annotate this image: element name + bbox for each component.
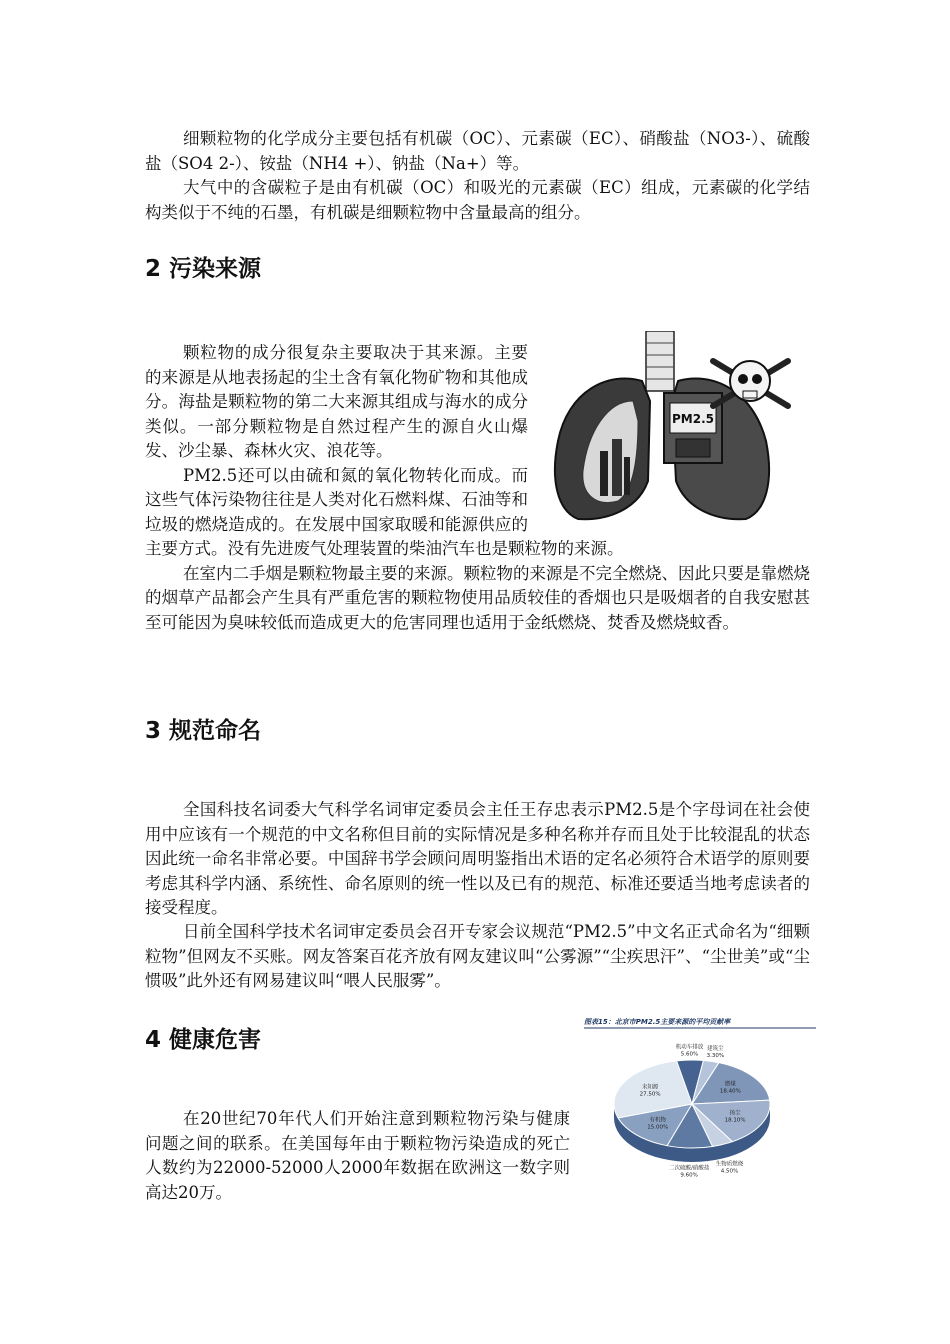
slice-label: 建筑尘 <box>707 1045 724 1052</box>
pm25-label: PM2.5 <box>672 412 714 426</box>
paragraph-chemical-composition: 细颗粒物的化学成分主要包括有机碳（OC）、元素碳（EC）、硝酸盐（NO3-）、硫酸盐（SO4 2-）、铵盐（NH4 +）、钠盐（Na+）等。 <box>145 129 810 173</box>
pm25-source-pie-chart <box>580 1012 820 1182</box>
paragraph-naming-netizens: 日前全国科学技术名词审定委员会召开专家会议规范“PM2.5”中文名正式命名为“细颗粒物”但网友不买账。网友答案百花齐放有网友建议叫“公雾源”“尘疾思汗”、“尘世美”或“尘惯吸”此外还有网易建议叫“喂人民服雾”。 <box>145 922 810 990</box>
slice-label: 二次硫酸/硝酸盐 <box>668 1165 710 1172</box>
slice-value-label: 27.50% <box>639 1091 661 1098</box>
paragraph-source-composition: 颗粒物的成分很复杂主要取决于其来源。主要的来源是从地表扬起的尘土含有氧化物矿物和其他成分。海盐是颗粒物的第二大来源其组成与海水的成分类似。一部分颗粒物是自然过程产生的源自火山爆发、沙尘暴、森林火灾、浪花等。 <box>145 343 528 460</box>
pie-chart-svg <box>580 1012 820 1182</box>
slice-value-label: 3.30% <box>706 1052 725 1059</box>
lung-pm25-illustration <box>538 331 810 521</box>
slice-label: 机动车排放 <box>675 1044 704 1051</box>
heading-health-hazards: 4 健康危害 <box>145 1027 262 1053</box>
paragraph-health-link: 在20世纪70年代人们开始注意到颗粒物污染与健康问题之间的联系。在美国每年由于颗粒物污染造成的死亡人数约为22000-52000人2000年数据在欧洲这一数字则高达20万。 <box>145 1109 570 1202</box>
slice-label: 生物质燃烧 <box>715 1161 744 1168</box>
paragraph-secondhand-smoke: 在室内二手烟是颗粒物最主要的来源。颗粒物的来源是不完全燃烧、因此只要是靠燃烧的烟草产品都会产生具有严重危害的颗粒物使用品质较佳的香烟也只是吸烟者的自我安慰甚至可能因为臭味较低而造成更大的危害同理也适用于金纸燃烧、焚香及燃烧蚊香。 <box>145 563 810 632</box>
slice-value-label: 18.10% <box>724 1117 746 1124</box>
paragraph-naming-committee: 全国科技名词委大气科学名词审定委员会主任王存忠表示PM2.5是个字母词在社会使用中应该有一个规范的中文名称但目前的实际情况是多种名称并存而且处于比较混乱的状态因此统一命名非常必要。中国辞书学会顾问周明鉴指出术语的定名必须符合术语学的原则要考虑其科学内涵、系统性、命名原则的统一性以及已有的规范、标准还要适当地考虑读者的接受程度。 <box>145 800 810 917</box>
paragraph-carbon-particles: 大气中的含碳粒子是由有机碳（OC）和吸光的元素碳（EC）组成，元素碳的化学结构类似于不纯的石墨，有机碳是细颗粒物中含量最高的组分。 <box>145 178 810 222</box>
slice-value-label: 9.60% <box>680 1172 698 1179</box>
slice-value-label: 15.00% <box>647 1124 669 1131</box>
slice-value-label: 5.60% <box>680 1051 699 1058</box>
lung-illustration-svg <box>538 331 810 521</box>
slice-label: 未知源 <box>641 1084 659 1091</box>
slice-value-label: 18.40% <box>719 1088 741 1095</box>
chart-title: 图表15：北京市PM2.5主要来源的平均贡献率 <box>584 1018 731 1026</box>
slice-label: 燃煤 <box>724 1081 736 1088</box>
heading-standard-naming: 3 规范命名 <box>145 718 262 744</box>
paragraph-gas-conversion: PM2.5还可以由硫和氮的氧化物转化而成。而这些气体污染物往往是人类对化石燃料煤、石油等和垃圾的燃烧造成的。在发展中国家取暖和能源供应的主要方式。没有先进废气处理装置的柴油汽车也是颗粒物的来源。 <box>145 465 624 558</box>
heading-pollution-sources: 2 污染来源 <box>145 256 262 282</box>
slice-label: 扬尘 <box>729 1110 741 1117</box>
pie-slices-layer <box>614 1060 770 1148</box>
slice-label: 有机物 <box>649 1117 666 1124</box>
pollution-sources-block <box>145 341 810 635</box>
slice-value-label: 4.50% <box>720 1168 739 1175</box>
